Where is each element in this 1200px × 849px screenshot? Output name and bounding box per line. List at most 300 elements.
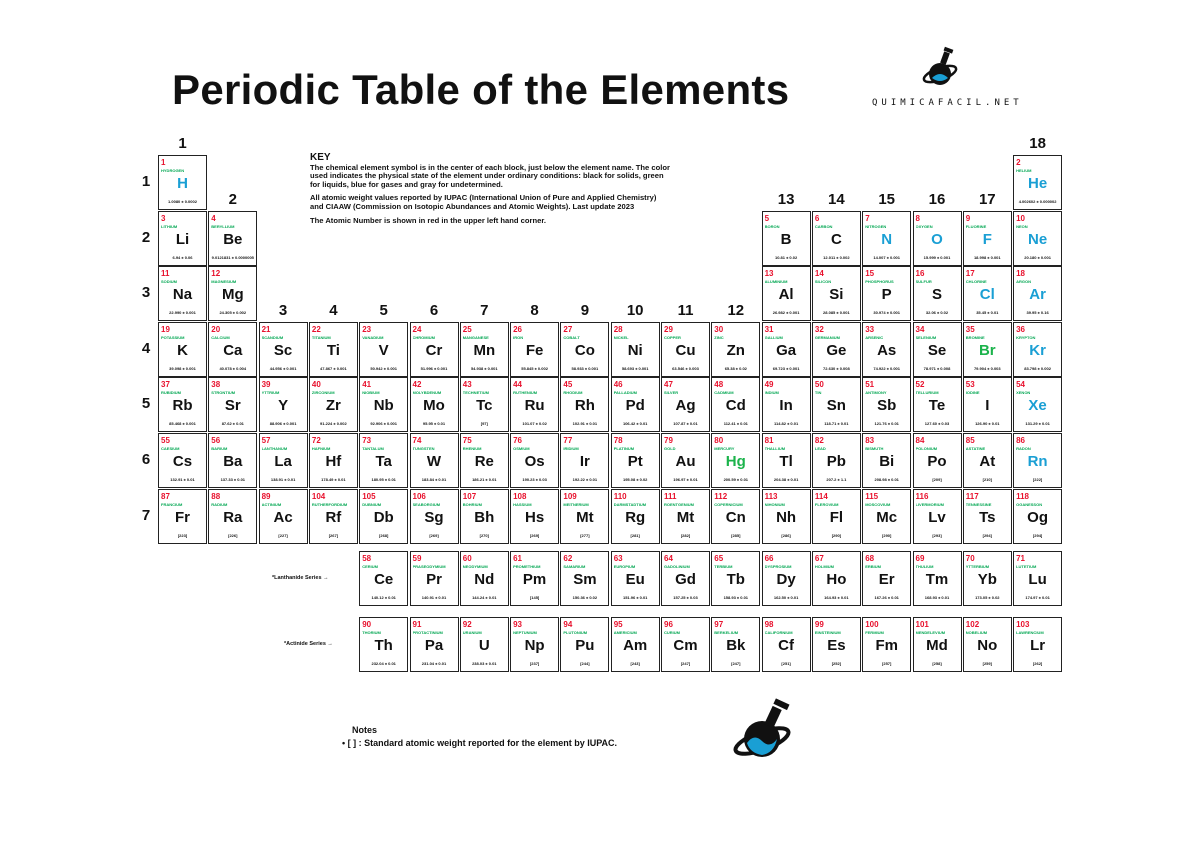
atomic-number: 4 bbox=[211, 213, 216, 223]
element-name: SULFUR bbox=[915, 279, 932, 285]
element-cell-at bbox=[963, 433, 1012, 488]
logo-text: QUIMICAFACIL.NET bbox=[872, 98, 1023, 108]
element-name: ANTIMONY bbox=[865, 390, 887, 396]
element-symbol: Be bbox=[223, 230, 243, 248]
element-symbol: Ta bbox=[375, 453, 392, 470]
atomic-number: 76 bbox=[513, 436, 522, 445]
element-symbol: Kr bbox=[1029, 341, 1046, 359]
element-name: THALLIUM bbox=[764, 446, 786, 451]
atomic-number: 86 bbox=[1016, 436, 1025, 445]
group-label-2: 2 bbox=[228, 190, 237, 208]
element-name: CADMIUM bbox=[714, 390, 734, 396]
element-symbol: Fe bbox=[525, 341, 544, 359]
element-symbol: Lr bbox=[1030, 637, 1046, 654]
atomic-weight: 174.97 ± 0.01 bbox=[1025, 595, 1050, 600]
element-cell-hf bbox=[309, 433, 358, 488]
atomic-number: 39 bbox=[261, 380, 271, 390]
element-symbol: I bbox=[985, 397, 990, 415]
element-cell-np bbox=[510, 617, 559, 672]
atomic-weight: 58.933 ± 0.001 bbox=[571, 365, 599, 371]
atomic-number: 7 bbox=[865, 213, 870, 223]
group-label-4: 4 bbox=[329, 301, 338, 319]
element-cell-eu bbox=[611, 551, 660, 606]
atomic-weight: [237] bbox=[529, 661, 540, 666]
element-name: OGANESSON bbox=[1016, 501, 1043, 507]
atomic-number: 29 bbox=[664, 324, 673, 334]
atomic-number: 55 bbox=[161, 436, 170, 445]
element-name: CALIFORNIUM bbox=[764, 630, 793, 635]
element-cell-pt bbox=[611, 433, 660, 488]
element-name: TIN bbox=[814, 390, 822, 396]
element-name: MERCURY bbox=[714, 446, 735, 451]
element-cell-rg bbox=[611, 489, 660, 544]
element-symbol: Tc bbox=[476, 397, 493, 415]
atomic-number: 33 bbox=[865, 324, 875, 334]
element-name: ARGON bbox=[1016, 279, 1031, 285]
atomic-number: 107 bbox=[462, 491, 477, 501]
atomic-weight: 180.95 ± 0.01 bbox=[371, 477, 396, 482]
atomic-weight: 72.630 ± 0.008 bbox=[823, 365, 850, 371]
element-name: MANGANESE bbox=[462, 334, 489, 340]
element-cell-he bbox=[1013, 155, 1062, 210]
atomic-number: 96 bbox=[664, 620, 673, 629]
atomic-weight: 28.085 ± 0.001 bbox=[823, 310, 850, 316]
atomic-weight: 196.97 ± 0.01 bbox=[673, 477, 698, 482]
atomic-number: 32 bbox=[814, 324, 824, 334]
element-name: NIHONIUM bbox=[764, 501, 785, 507]
atomic-number: 65 bbox=[714, 554, 724, 563]
atomic-weight: 192.22 ± 0.01 bbox=[572, 477, 598, 482]
element-name: HYDROGEN bbox=[161, 168, 185, 173]
atomic-weight: 14.007 ± 0.001 bbox=[873, 254, 901, 260]
element-name: ZIRCONIUM bbox=[311, 390, 335, 396]
atomic-number: 101 bbox=[915, 620, 929, 629]
atomic-weight: 208.98 ± 0.01 bbox=[874, 477, 899, 482]
group-label-15: 15 bbox=[878, 190, 896, 208]
element-symbol: Pa bbox=[424, 637, 444, 654]
element-symbol: Sn bbox=[826, 397, 846, 415]
element-symbol: Au bbox=[675, 453, 696, 470]
element-name: OSMIUM bbox=[513, 446, 530, 451]
element-symbol: Rb bbox=[172, 397, 193, 415]
atomic-number: 82 bbox=[814, 436, 824, 445]
atomic-weight: 10.81 ± 0.02 bbox=[774, 254, 798, 260]
element-symbol: Nh bbox=[776, 508, 797, 526]
element-cell-bk bbox=[711, 617, 760, 672]
atomic-weight: [222] bbox=[1032, 477, 1043, 482]
element-name: NEON bbox=[1016, 223, 1028, 229]
element-cell-rf bbox=[309, 489, 358, 544]
element-symbol: Ar bbox=[1029, 286, 1046, 304]
atomic-number: 30 bbox=[714, 324, 724, 334]
element-symbol: Yb bbox=[977, 571, 997, 588]
atomic-number: 62 bbox=[563, 554, 573, 563]
element-name: PLATINUM bbox=[613, 446, 635, 451]
element-cell-lu bbox=[1013, 551, 1062, 606]
element-name: SCANDIUM bbox=[261, 334, 284, 340]
element-symbol: Ag bbox=[675, 397, 696, 415]
actinide-label-text: *Actinide Series bbox=[284, 641, 326, 647]
atomic-weight: [286] bbox=[781, 532, 791, 538]
atomic-number: 113 bbox=[764, 491, 778, 501]
element-symbol: Zn bbox=[726, 341, 745, 359]
element-cell-au bbox=[661, 433, 710, 488]
element-cell-nb bbox=[359, 377, 408, 432]
atomic-weight: 32.06 ± 0.02 bbox=[925, 310, 949, 316]
atomic-number: 77 bbox=[563, 436, 573, 445]
atomic-weight: 20.180 ± 0.001 bbox=[1024, 254, 1051, 260]
atomic-number: 68 bbox=[865, 554, 875, 563]
atomic-number: 105 bbox=[362, 491, 376, 501]
element-symbol: Zr bbox=[325, 397, 341, 415]
atomic-number: 9 bbox=[965, 213, 971, 223]
element-symbol: Es bbox=[827, 637, 846, 654]
period-label-4: 4 bbox=[141, 339, 151, 357]
atomic-number: 70 bbox=[965, 554, 975, 563]
atomic-weight: 88.906 ± 0.001 bbox=[269, 421, 297, 427]
atomic-number: 17 bbox=[965, 269, 975, 279]
element-cell-ac bbox=[259, 489, 308, 544]
element-cell-cu bbox=[661, 322, 710, 377]
element-name: FERMIUM bbox=[865, 630, 884, 635]
element-symbol: As bbox=[877, 341, 897, 359]
atomic-number: 13 bbox=[764, 269, 774, 279]
element-name: XENON bbox=[1016, 390, 1031, 396]
atomic-weight: 24.305 ± 0.002 bbox=[219, 310, 247, 316]
atomic-number: 42 bbox=[412, 380, 422, 390]
group-label-3: 3 bbox=[278, 301, 288, 319]
atomic-weight: 47.867 ± 0.001 bbox=[320, 365, 347, 371]
element-symbol: Rh bbox=[574, 397, 595, 415]
element-cell-er bbox=[862, 551, 911, 606]
element-name: FLUORINE bbox=[965, 223, 987, 229]
element-name: CAESIUM bbox=[161, 446, 180, 451]
element-symbol: Cu bbox=[675, 341, 696, 359]
atomic-weight: 114.82 ± 0.01 bbox=[773, 421, 799, 427]
element-symbol: La bbox=[274, 453, 292, 470]
element-symbol: Br bbox=[978, 341, 996, 359]
bullet-icon: • bbox=[342, 738, 346, 748]
element-name: BORON bbox=[764, 223, 780, 229]
element-symbol: Co bbox=[574, 341, 595, 359]
key-paragraph-source: All atomic weight values reported by IUPAC (International Union of Pure and Applied Chemistry) and CIAAW (Commission on Isotopic Abundances and Atomic Weights). Last update 2023 bbox=[310, 193, 657, 211]
atomic-number: 85 bbox=[965, 436, 975, 445]
element-cell-bi bbox=[862, 433, 911, 488]
atomic-weight: 112.41 ± 0.01 bbox=[723, 421, 748, 427]
element-cell-tl bbox=[762, 433, 811, 488]
atomic-number: 73 bbox=[362, 436, 372, 445]
period-label-3: 3 bbox=[141, 284, 151, 302]
element-symbol: B bbox=[780, 230, 792, 248]
element-symbol: Er bbox=[878, 571, 895, 588]
element-symbol: Pd bbox=[625, 397, 645, 415]
element-name: PHOSPHORUS bbox=[865, 279, 894, 285]
atomic-number: 71 bbox=[1016, 554, 1025, 563]
element-name: SAMARIUM bbox=[563, 564, 586, 569]
element-cell-ta bbox=[359, 433, 408, 488]
element-name: PLUTONIUM bbox=[563, 630, 588, 635]
atomic-weight: 131.29 ± 0.01 bbox=[1025, 421, 1050, 427]
atomic-number: 84 bbox=[915, 436, 925, 445]
key-paragraph-number: The Atomic Number is shown in red in the upper left hand corner. bbox=[310, 215, 546, 225]
element-cell-os bbox=[510, 433, 559, 488]
element-symbol: Ba bbox=[223, 453, 243, 470]
element-symbol: At bbox=[979, 453, 996, 470]
element-name: MEITNERIUM bbox=[563, 501, 589, 507]
atomic-weight: 200.59 ± 0.01 bbox=[723, 477, 749, 482]
element-name: HAFNIUM bbox=[311, 446, 331, 451]
element-name: URANIUM bbox=[462, 630, 482, 635]
atomic-number: 109 bbox=[563, 491, 577, 501]
atomic-number: 16 bbox=[915, 269, 925, 279]
element-name: CURIUM bbox=[664, 630, 680, 635]
atomic-number: 27 bbox=[563, 324, 573, 334]
element-name: RHENIUM bbox=[462, 446, 482, 451]
atomic-weight: 87.62 ± 0.01 bbox=[221, 421, 244, 427]
element-symbol: Bi bbox=[879, 453, 895, 470]
atomic-weight: 157.25 ± 0.03 bbox=[673, 595, 698, 600]
element-name: FLEROVIUM bbox=[814, 501, 839, 507]
atomic-weight: 232.04 ± 0.01 bbox=[371, 661, 396, 666]
atomic-number: 34 bbox=[915, 324, 925, 334]
element-symbol: Re bbox=[474, 453, 494, 470]
element-cell-re bbox=[460, 433, 509, 488]
element-symbol: Pr bbox=[426, 571, 442, 588]
atomic-weight: [268] bbox=[379, 532, 389, 538]
element-symbol: F bbox=[982, 230, 992, 248]
element-symbol: C bbox=[830, 230, 842, 248]
element-name: PROTACTINIUM bbox=[412, 630, 443, 635]
element-symbol: Cl bbox=[979, 286, 995, 304]
element-symbol: W bbox=[426, 453, 442, 470]
atomic-weight: [210] bbox=[982, 477, 992, 482]
element-cell-cd bbox=[711, 377, 760, 432]
atomic-weight: 50.942 ± 0.001 bbox=[370, 365, 398, 371]
element-name: NEODYMIUM bbox=[462, 564, 488, 569]
element-symbol: U bbox=[478, 637, 490, 654]
element-symbol: Nd bbox=[474, 571, 495, 588]
element-cell-es bbox=[812, 617, 861, 672]
element-cell-sr bbox=[208, 377, 257, 432]
element-cell-h bbox=[158, 155, 207, 210]
atomic-weight: [259] bbox=[982, 661, 992, 666]
element-cell-fr bbox=[158, 489, 207, 544]
element-cell-f bbox=[963, 211, 1012, 266]
element-name: RHODIUM bbox=[563, 390, 583, 396]
atomic-weight: 118.71 ± 0.01 bbox=[824, 421, 849, 427]
element-cell-mo bbox=[410, 377, 459, 432]
atomic-number: 50 bbox=[814, 380, 824, 390]
element-name: TECHNETIUM bbox=[462, 390, 490, 396]
atomic-number: 11 bbox=[161, 269, 170, 279]
element-symbol: Lu bbox=[1028, 571, 1047, 588]
atomic-weight: [145] bbox=[529, 595, 540, 600]
element-symbol: Ru bbox=[524, 397, 545, 415]
element-symbol: Ra bbox=[223, 508, 243, 526]
atomic-number: 66 bbox=[764, 554, 774, 563]
element-cell-mn bbox=[460, 322, 509, 377]
element-symbol: Rf bbox=[325, 508, 342, 526]
element-name: GALLIUM bbox=[764, 334, 783, 340]
atomic-weight: [282] bbox=[680, 532, 691, 538]
element-name: LEAD bbox=[814, 446, 826, 451]
atomic-number: 95 bbox=[613, 620, 623, 629]
element-cell-w bbox=[410, 433, 459, 488]
element-name: IODINE bbox=[965, 390, 980, 396]
element-symbol: Ts bbox=[979, 508, 996, 526]
atomic-number: 14 bbox=[814, 269, 824, 279]
element-symbol: Eu bbox=[625, 571, 645, 588]
element-cell-cl bbox=[963, 266, 1012, 321]
atomic-weight: 39.098 ± 0.001 bbox=[169, 365, 196, 371]
group-label-1: 1 bbox=[178, 135, 187, 152]
element-cell-lv bbox=[913, 489, 962, 544]
atomic-weight: 204.38 ± 0.01 bbox=[773, 477, 799, 482]
element-symbol: Bh bbox=[474, 508, 495, 526]
atomic-number: 108 bbox=[513, 491, 527, 501]
atomic-weight: 158.93 ± 0.01 bbox=[723, 595, 749, 600]
atomic-number: 89 bbox=[261, 491, 271, 501]
element-cell-nd bbox=[460, 551, 509, 606]
element-name: SILVER bbox=[664, 390, 679, 396]
atomic-weight: 102.91 ± 0.01 bbox=[572, 421, 598, 427]
atomic-weight: 85.468 ± 0.001 bbox=[169, 421, 196, 427]
atomic-weight: [247] bbox=[731, 661, 741, 666]
element-name: ASTATINE bbox=[965, 446, 986, 451]
atomic-weight: 18.998 ± 0.001 bbox=[973, 254, 1001, 260]
element-symbol: Ir bbox=[579, 453, 590, 470]
element-name: BARIUM bbox=[211, 446, 228, 451]
notes-title: Notes bbox=[352, 725, 378, 735]
atomic-number: 52 bbox=[915, 380, 925, 390]
element-name: RUTHENIUM bbox=[513, 390, 538, 396]
element-name: THORIUM bbox=[362, 630, 381, 635]
element-name: RUBIDIUM bbox=[161, 390, 181, 396]
element-cell-pm bbox=[510, 551, 559, 606]
atomic-weight: 35.45 ± 0.01 bbox=[976, 310, 999, 316]
element-symbol: Sr bbox=[224, 397, 241, 415]
element-cell-ni bbox=[611, 322, 660, 377]
element-name: MAGNESIUM bbox=[211, 279, 237, 285]
element-cell-in bbox=[762, 377, 811, 432]
element-symbol: Cs bbox=[172, 453, 193, 470]
element-symbol: Lv bbox=[928, 508, 946, 526]
element-symbol: Ac bbox=[273, 508, 293, 526]
atomic-number: 63 bbox=[613, 554, 623, 563]
atomic-number: 60 bbox=[462, 554, 472, 563]
atomic-weight: 178.49 ± 0.01 bbox=[321, 477, 346, 482]
period-label-5: 5 bbox=[141, 395, 151, 413]
element-name: HOLMIUM bbox=[814, 564, 834, 569]
element-name: EUROPIUM bbox=[613, 564, 636, 569]
atomic-weight: 92.906 ± 0.001 bbox=[370, 421, 398, 427]
atomic-number: 102 bbox=[965, 620, 980, 629]
element-symbol: Cn bbox=[725, 508, 746, 526]
element-cell-n bbox=[862, 211, 911, 266]
atomic-number: 22 bbox=[311, 324, 321, 334]
element-cell-ce bbox=[359, 551, 408, 606]
element-cell-db bbox=[359, 489, 408, 544]
atomic-number: 28 bbox=[613, 324, 623, 334]
atomic-number: 40 bbox=[311, 380, 321, 390]
element-cell-tc bbox=[460, 377, 509, 432]
atomic-number: 61 bbox=[513, 554, 522, 563]
element-cell-li bbox=[158, 211, 207, 266]
element-symbol: Th bbox=[374, 637, 393, 654]
element-name: BISMUTH bbox=[865, 446, 884, 451]
element-name: ROENTGENIUM bbox=[664, 501, 694, 507]
atomic-weight: 140.12 ± 0.01 bbox=[371, 595, 396, 600]
element-cell-se bbox=[913, 322, 962, 377]
atomic-weight: 30.974 ± 0.001 bbox=[873, 310, 901, 316]
atomic-weight: 127.60 ± 0.03 bbox=[924, 421, 950, 427]
element-cell-th bbox=[359, 617, 408, 672]
atomic-weight: [285] bbox=[731, 532, 741, 538]
element-cell-bh bbox=[460, 489, 509, 544]
atomic-number: 103 bbox=[1016, 620, 1030, 629]
element-name: HASSIUM bbox=[513, 501, 532, 507]
element-name: CARBON bbox=[814, 223, 833, 229]
element-name: YTTRIUM bbox=[261, 390, 280, 396]
element-cell-be bbox=[208, 211, 257, 266]
element-cell-yb bbox=[963, 551, 1012, 606]
atomic-weight: 40.078 ± 0.004 bbox=[219, 365, 247, 371]
element-symbol: Mt bbox=[676, 508, 695, 526]
atomic-number: 24 bbox=[412, 324, 422, 334]
element-cell-ts bbox=[963, 489, 1012, 544]
atomic-weight: 167.26 ± 0.01 bbox=[874, 595, 899, 600]
atomic-number: 51 bbox=[865, 380, 875, 390]
atomic-number: 38 bbox=[211, 380, 221, 390]
atomic-number: 59 bbox=[412, 554, 422, 563]
atomic-number: 26 bbox=[513, 324, 522, 334]
atomic-number: 44 bbox=[513, 380, 522, 390]
atomic-number: 48 bbox=[714, 380, 724, 390]
element-cell-pa bbox=[410, 617, 459, 672]
atomic-weight: 132.91 ± 0.01 bbox=[170, 477, 195, 482]
atomic-number: 116 bbox=[915, 491, 929, 501]
element-symbol: Fm bbox=[875, 637, 898, 654]
element-symbol: Md bbox=[926, 637, 948, 654]
atomic-number: 35 bbox=[965, 324, 975, 334]
element-symbol: Tl bbox=[779, 453, 793, 470]
flask-illustration bbox=[730, 693, 800, 768]
element-name: LITHIUM bbox=[161, 223, 178, 229]
element-cell-cf bbox=[762, 617, 811, 672]
atomic-number: 110 bbox=[613, 491, 627, 501]
element-name: MENDELEVIUM bbox=[915, 630, 946, 635]
element-cell-xe bbox=[1013, 377, 1062, 432]
atomic-number: 49 bbox=[764, 380, 774, 390]
atomic-weight: [257] bbox=[882, 661, 892, 666]
atomic-weight: [247] bbox=[680, 661, 691, 666]
atomic-weight: 26.982 ± 0.001 bbox=[772, 310, 800, 316]
atomic-number: 83 bbox=[865, 436, 875, 445]
period-label-7: 7 bbox=[141, 506, 151, 524]
element-cell-co bbox=[560, 322, 609, 377]
element-name: VANADIUM bbox=[362, 334, 384, 340]
atomic-weight: 140.91 ± 0.01 bbox=[421, 595, 447, 600]
element-symbol: Cr bbox=[425, 341, 443, 359]
element-cell-gd bbox=[661, 551, 710, 606]
element-cell-ru bbox=[510, 377, 559, 432]
atomic-number: 58 bbox=[362, 554, 372, 563]
atomic-number: 88 bbox=[211, 491, 221, 501]
group-label-13: 13 bbox=[777, 190, 795, 208]
element-name: RADON bbox=[1016, 446, 1031, 451]
atomic-weight: 51.996 ± 0.001 bbox=[420, 365, 448, 371]
atomic-weight: [270] bbox=[479, 532, 489, 538]
